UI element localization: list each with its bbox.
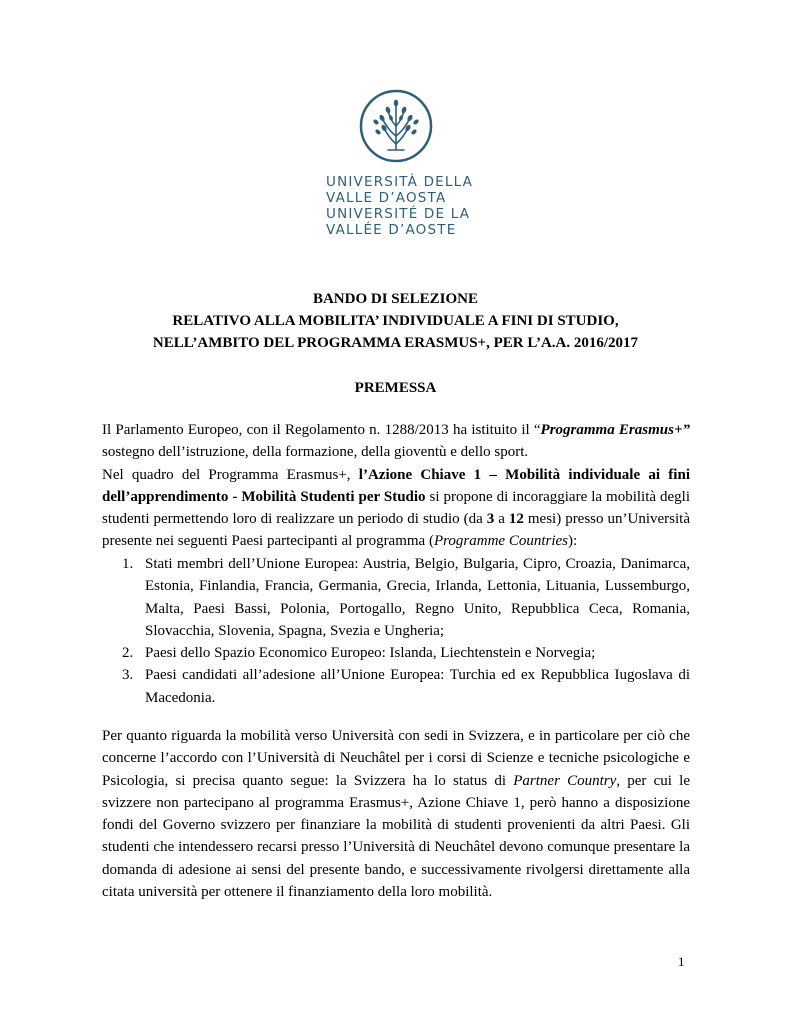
text-line: fondi del Governo svizzero per finanziare la mobilità di studenti provenienti da altri Paesi. Gli [102, 817, 690, 834]
list-number: 1. [122, 556, 134, 572]
text-run-bold-italic: Programma Erasmus+” [540, 422, 690, 438]
list-item [122, 642, 690, 664]
text-run: mesi) presso un’Università [523, 511, 690, 528]
text-run-bold: 3 [486, 511, 495, 528]
text-line: Slovacchia, Slovenia, Spagna, Svezia e Ungheria; [145, 622, 445, 639]
university-logo [318, 88, 478, 248]
title-line: RELATIVO ALLA MOBILITA’ INDIVIDUALE A FINI DI STUDIO, [172, 313, 619, 329]
text-line: Malta, Paesi Bassi, Polonia, Portogallo, Regno Unito, Repubblica Ceca, Romania, [145, 600, 690, 617]
logo-wordmark [326, 174, 486, 238]
text-line: Stati membri dell’Unione Europea: Austria, Belgio, Bulgaria, Cipro, Croazia, Danimarca, [145, 556, 690, 572]
tree-icon [358, 88, 434, 164]
text-line [102, 770, 690, 792]
text-line [102, 530, 690, 552]
text-line: Macedonia. [145, 689, 216, 706]
text-run-bold: l’Azione Chiave 1 – Mobilità individuale ai fini [358, 466, 690, 483]
text-run: Il Parlamento Europeo, con il Regolamento n. 1288/2013 ha istituito il “ [102, 422, 541, 438]
text-line: sostegno dell’istruzione, della formazione, della gioventù e dello sport. [102, 444, 529, 461]
text-line: Paesi dello Spazio Economico Europeo: Islanda, Liechtenstein e Norvegia; [145, 645, 596, 662]
list-item [122, 553, 690, 642]
text-line: citata università per ottenere il finanziamento della loro mobilità. [102, 884, 493, 901]
text-line: svizzere non partecipano al programma Erasmus+, Azione Chiave 1, però hanno a disposizione [102, 794, 690, 811]
title-line: BANDO DI SELEZIONE [312, 291, 479, 307]
text-line [102, 486, 690, 508]
countries-list [122, 553, 690, 709]
text-run: presente nei seguenti Paesi partecipanti al programma ( [102, 533, 434, 550]
logo-line: UNIVERSITÉ DE LA [326, 206, 471, 222]
text-line: Per quanto riguarda la mobilità verso Università con sedi in Svizzera, e in particolare per ciò che [102, 728, 690, 744]
text-run-italic: Programme Countries [433, 533, 568, 550]
text-line: Paesi candidati all’adesione all’Unione Europea: Turchia ed ex Repubblica Iugoslava di [145, 667, 690, 684]
intro-paragraphs [102, 419, 690, 553]
logo-line: VALLÉE D’AOSTE [326, 222, 457, 238]
section-heading: PREMESSA [354, 380, 437, 396]
text-run: Nel quadro del Programma Erasmus+, [102, 466, 359, 483]
text-run: a [494, 511, 509, 528]
text-line [102, 419, 690, 441]
text-line: concerne l’accordo con l’Università di Neuchâtel per i corsi di Scienze e tecniche psicologiche e [102, 750, 690, 767]
switzerland-paragraph [102, 725, 690, 903]
title-line: NELL’AMBITO DEL PROGRAMMA ERASMUS+, PER L’A.A. 2016/2017 [152, 335, 639, 351]
text-run: Psicologia, si precisa quanto segue: la Svizzera ha lo status di [102, 772, 514, 789]
text-run: si propone di incoraggiare la mobilità degli [425, 488, 690, 505]
page-number: 1 [678, 954, 685, 969]
logo-line: UNIVERSITÀ DELLA [326, 174, 474, 190]
text-line: Estonia, Finlandia, Francia, Germania, Grecia, Irlanda, Lettonia, Lituania, Lussemburgo, [145, 578, 690, 595]
list-item [122, 664, 690, 709]
text-line: studenti che intendessero recarsi presso l’Università di Neuchâtel devono comunque presentare la [102, 839, 690, 856]
text-run-bold: dell’apprendimento - Mobilità Studenti per Studio [102, 488, 426, 505]
logo-line: VALLE D’AOSTA [326, 190, 447, 206]
list-number: 2. [122, 645, 134, 662]
text-line [102, 464, 690, 486]
text-run-italic: Partner Country [513, 772, 617, 789]
text-run: ): [568, 533, 578, 550]
text-run: , per cui le [616, 772, 690, 789]
text-line [102, 508, 690, 530]
text-run: studenti permettendo loro di realizzare un periodo di studio (da [102, 511, 487, 528]
text-run-bold: 12 [508, 511, 524, 528]
list-number: 3. [122, 667, 134, 684]
document-title [100, 288, 691, 354]
text-line: domanda di adesione ai sensi del presente bando, e successivamente rivolgersi direttamente alla [102, 861, 690, 878]
